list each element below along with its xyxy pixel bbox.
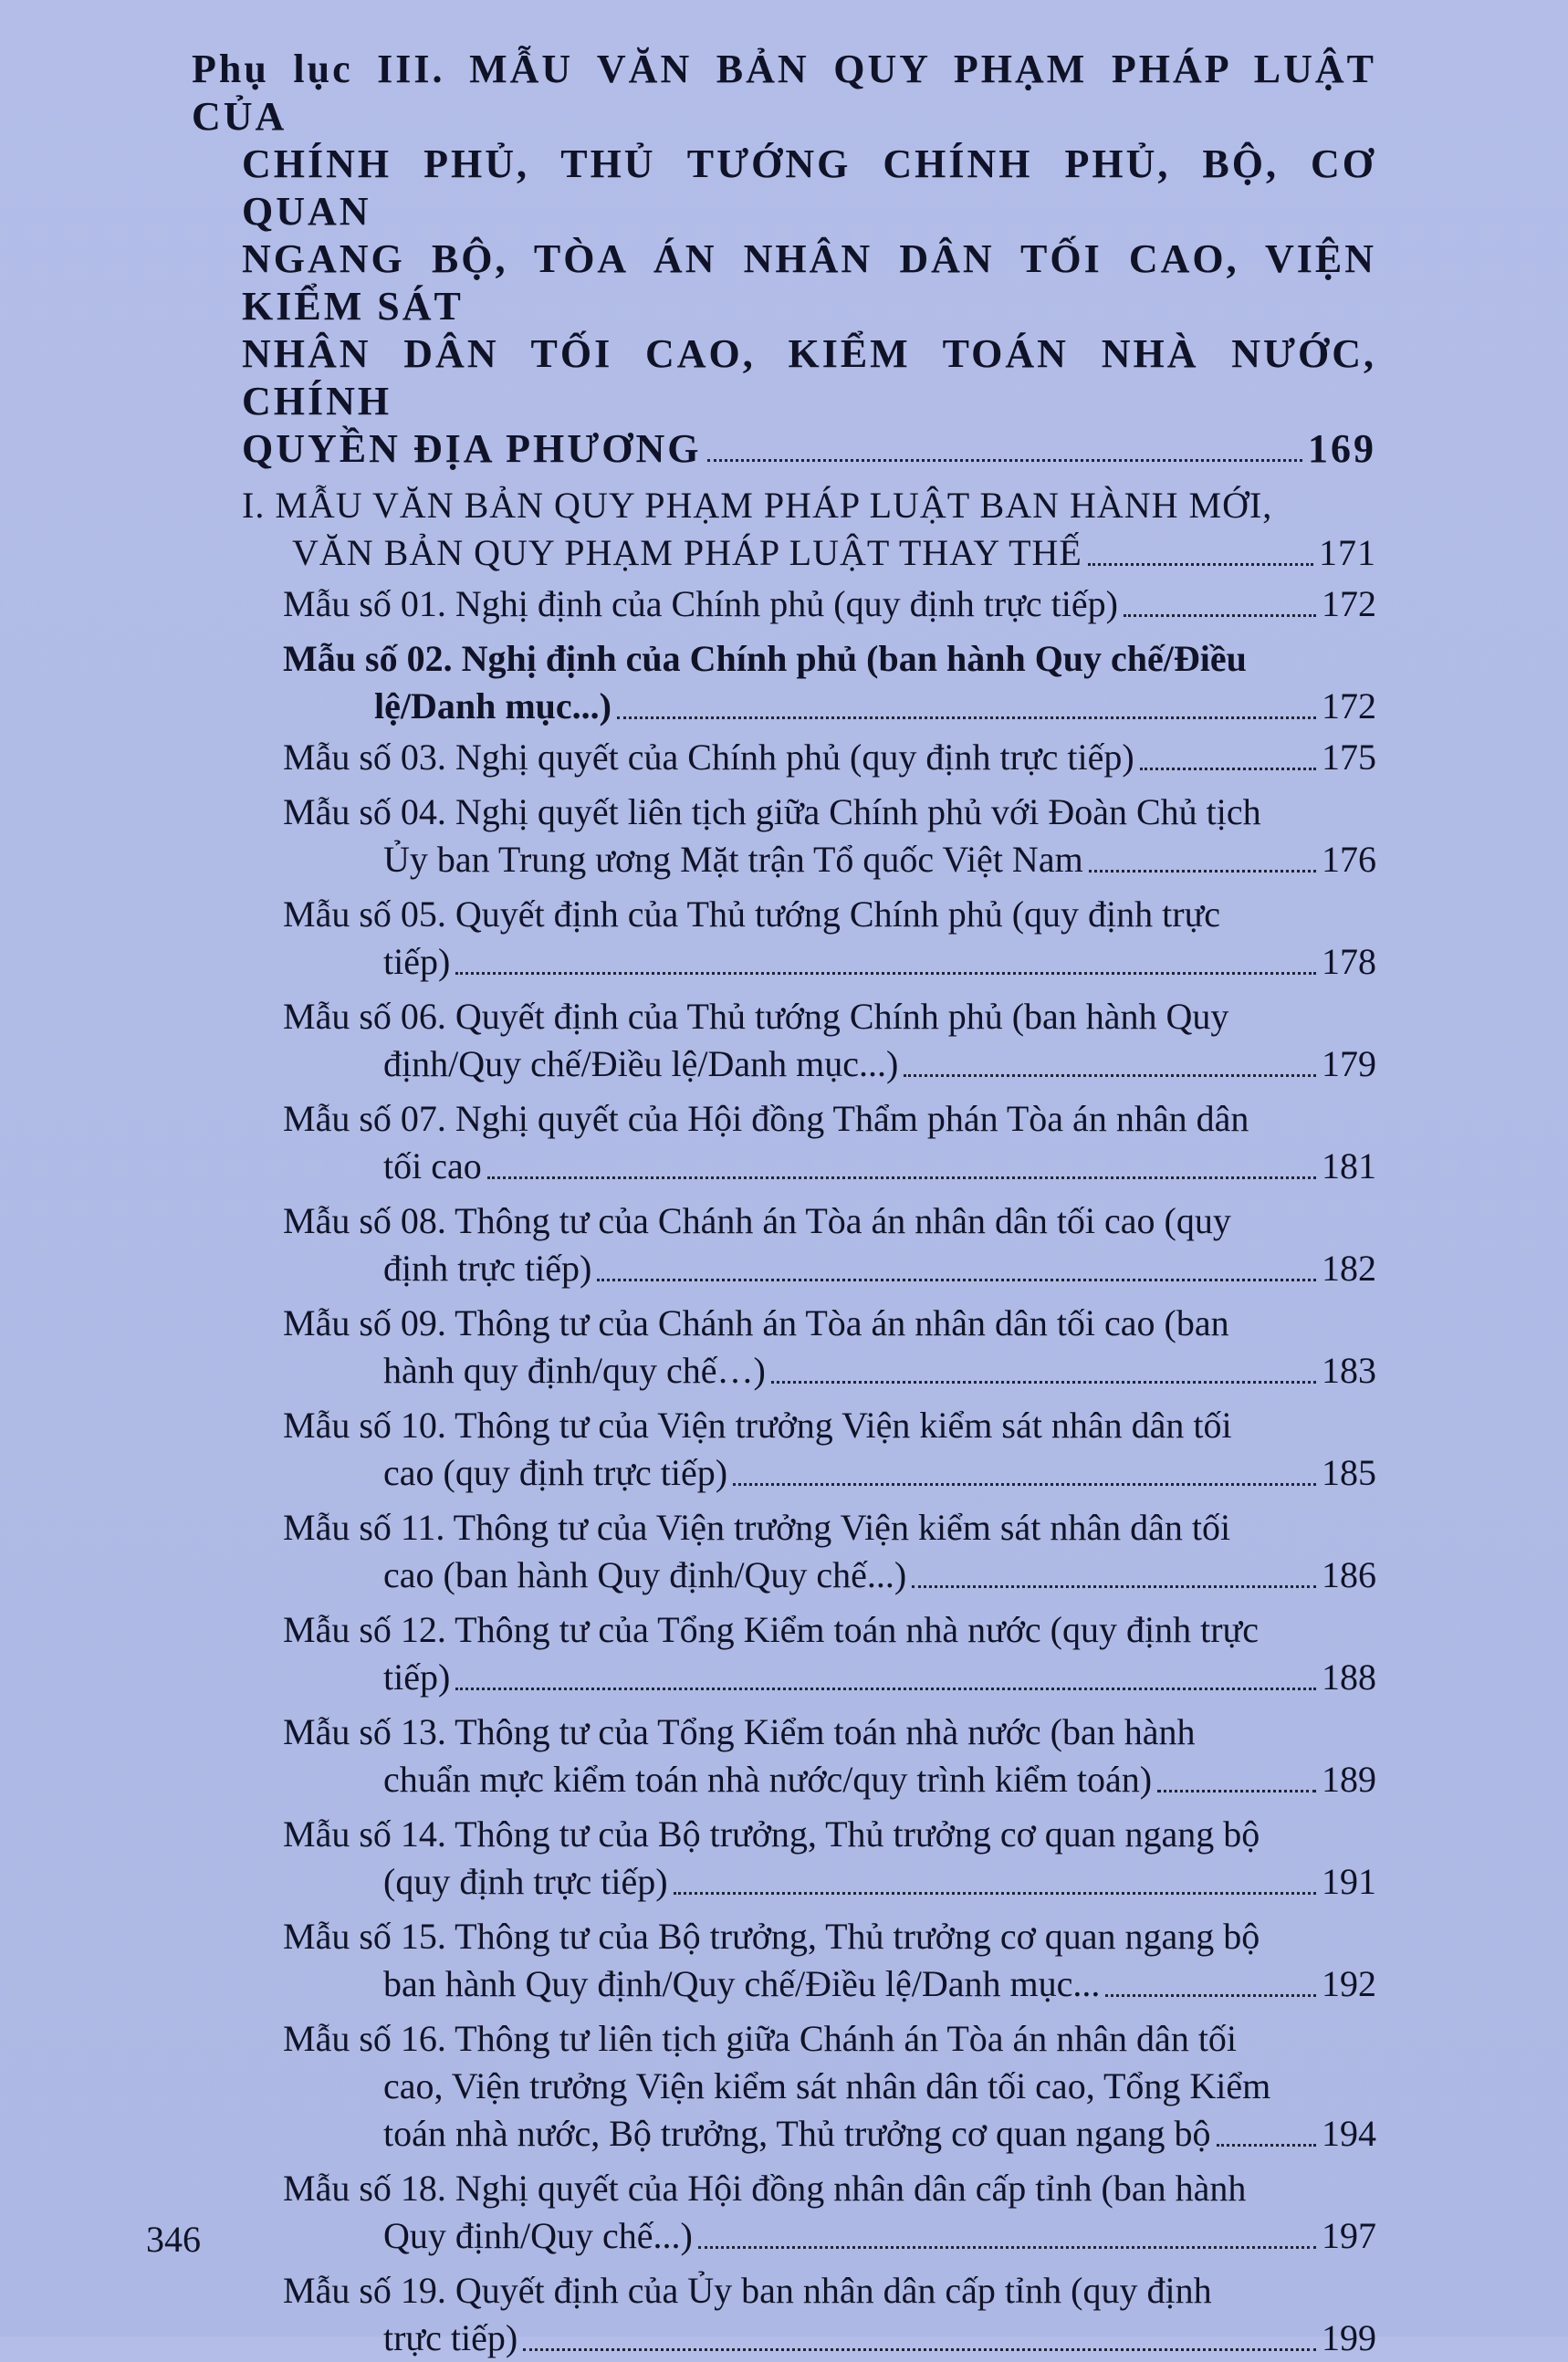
- dot-leader: [487, 1176, 1316, 1179]
- dot-leader: [1217, 2144, 1316, 2147]
- toc-entry-text: Mẫu số 07. Nghị quyết của Hội đồng Thẩm phán Tòa án nhân dân: [283, 1098, 1249, 1139]
- toc-entry-continuation: cao (quy định trực tiếp): [383, 1452, 728, 1493]
- toc-entry-page: 194: [1322, 2113, 1376, 2154]
- toc-entry-text: Mẫu số 08. Thông tư của Chánh án Tòa án nhân dân tối cao (quy: [283, 1200, 1231, 1241]
- appendix-heading-line: NHÂN DÂN TỐI CAO, KIỂM TOÁN NHÀ NƯỚC, CHÍNH: [242, 331, 1376, 423]
- toc-entry-11: [192, 1504, 1376, 1599]
- toc-entry-page: 172: [1322, 583, 1376, 624]
- toc-entry-18: [192, 2165, 1376, 2260]
- toc-entry-text: Mẫu số 13. Thông tư của Tổng Kiểm toán nhà nước (ban hành: [283, 1711, 1196, 1752]
- appendix-heading-line: NGANG BỘ, TÒA ÁN NHÂN DÂN TỐI CAO, VIỆN KIỂM SÁT: [242, 236, 1376, 329]
- toc-entry-text: Mẫu số 14. Thông tư của Bộ trưởng, Thủ trưởng cơ quan ngang bộ: [283, 1813, 1260, 1855]
- dot-leader: [597, 1279, 1316, 1281]
- toc-entry-text: Mẫu số 16. Thông tư liên tịch giữa Chánh án Tòa án nhân dân tối: [283, 2018, 1238, 2059]
- toc-entry-text: Mẫu số 12. Thông tư của Tổng Kiểm toán nhà nước (quy định trực: [283, 1609, 1259, 1650]
- toc-entry-continuation: (quy định trực tiếp): [383, 1861, 668, 1902]
- toc-entry-page: 176: [1322, 839, 1376, 880]
- dot-leader: [523, 2348, 1316, 2351]
- toc-entry-text: Mẫu số 03. Nghị quyết của Chính phủ (quy định trực tiếp): [283, 737, 1134, 778]
- dot-leader: [1088, 563, 1313, 566]
- toc-entry-page: 179: [1322, 1043, 1376, 1084]
- toc-entry-12: [192, 1606, 1376, 1701]
- section-i-page-number: 171: [1319, 532, 1376, 573]
- toc-entry-continuation: Ủy ban Trung ương Mặt trận Tổ quốc Việt Nam: [383, 839, 1083, 880]
- toc-entry-13: [192, 1709, 1376, 1803]
- toc-entry-continuation: cao (ban hành Quy định/Quy chế...): [383, 1554, 907, 1595]
- dot-leader: [912, 1585, 1316, 1588]
- dot-leader: [674, 1892, 1316, 1895]
- toc-entry-continuation: toán nhà nước, Bộ trưởng, Thủ trưởng cơ quan ngang bộ: [383, 2113, 1211, 2154]
- toc-entry-continuation: cao, Viện trưởng Viện kiểm sát nhân dân tối cao, Tổng Kiểm: [383, 2065, 1271, 2106]
- toc-entry-01: [192, 580, 1376, 628]
- dot-leader: [707, 459, 1303, 462]
- toc-entry-page: 191: [1322, 1861, 1376, 1902]
- toc-entry-continuation: tiếp): [383, 941, 451, 982]
- toc-entry-continuation: chuẩn mực kiểm toán nhà nước/quy trình kiểm toán): [383, 1759, 1153, 1800]
- toc-entry-16: [192, 2015, 1376, 2158]
- appendix-heading-line: Phụ lục III. MẪU VĂN BẢN QUY PHẠM PHÁP LUẬT CỦA: [192, 47, 1376, 139]
- toc-entry-03: [192, 734, 1376, 781]
- toc-entry-page: 178: [1322, 941, 1376, 982]
- dot-leader: [1105, 1994, 1316, 1997]
- toc-entry-continuation: định/Quy chế/Điều lệ/Danh mục...): [383, 1043, 899, 1084]
- dot-leader: [904, 1074, 1316, 1077]
- toc-entry-page: 183: [1322, 1350, 1376, 1391]
- toc-entry-text: Mẫu số 10. Thông tư của Viện trưởng Viện kiểm sát nhân dân tối: [283, 1405, 1232, 1446]
- toc-entry-08: [192, 1197, 1376, 1292]
- toc-entry-05: [192, 891, 1376, 986]
- appendix-heading-last-line: [192, 425, 1376, 473]
- toc-entry-text: Mẫu số 15. Thông tư của Bộ trưởng, Thủ trưởng cơ quan ngang bộ: [283, 1916, 1260, 1957]
- appendix-page-number: 169: [1308, 426, 1376, 471]
- section-i-line1: I. MẪU VĂN BẢN QUY PHẠM PHÁP LUẬT BAN HÀNH MỚI,: [242, 485, 1273, 526]
- toc-entry-text: Mẫu số 09. Thông tư của Chánh án Tòa án nhân dân tối cao (ban: [283, 1302, 1229, 1343]
- toc-entry-text: Mẫu số 06. Quyết định của Thủ tướng Chính phủ (ban hành Quy: [283, 996, 1229, 1037]
- page-number: 346: [146, 2219, 201, 2260]
- toc-entry-text: Mẫu số 02. Nghị định của Chính phủ (ban hành Quy chế/Điều: [283, 638, 1247, 679]
- toc-entry-continuation: định trực tiếp): [383, 1248, 592, 1289]
- toc-entry-page: 182: [1322, 1248, 1376, 1289]
- section-i-line2: VĂN BẢN QUY PHẠM PHÁP LUẬT THAY THẾ: [292, 532, 1082, 573]
- toc-entry-page: 186: [1322, 1554, 1376, 1595]
- dot-leader: [455, 1688, 1316, 1690]
- toc-entry-continuation: hành quy định/quy chế…): [383, 1350, 766, 1391]
- toc-entry-page: 197: [1322, 2215, 1376, 2256]
- dot-leader: [733, 1483, 1316, 1486]
- toc-entry-continuation: Quy định/Quy chế...): [383, 2215, 693, 2256]
- toc-entry-text: Mẫu số 04. Nghị quyết liên tịch giữa Chính phủ với Đoàn Chủ tịch: [283, 791, 1261, 832]
- toc-entry-continuation: ban hành Quy định/Quy chế/Điều lệ/Danh mục...: [383, 1963, 1101, 2004]
- dot-leader: [455, 972, 1316, 975]
- toc-entry-continuation: trực tiếp): [383, 2317, 518, 2358]
- section-i-entry: [192, 482, 1376, 577]
- dot-leader: [771, 1381, 1316, 1384]
- toc-entry-page: 172: [1322, 685, 1376, 726]
- toc-entry-text: Mẫu số 05. Quyết định của Thủ tướng Chính phủ (quy định trực: [283, 894, 1221, 935]
- toc-entry-19: [192, 2267, 1376, 2362]
- toc-entry-10: [192, 1402, 1376, 1497]
- toc-entry-page: 192: [1322, 1963, 1376, 2004]
- toc-entry-02: [192, 635, 1376, 730]
- toc-entry-page: 189: [1322, 1759, 1376, 1800]
- toc-entry-14: [192, 1811, 1376, 1906]
- toc-entry-page: 188: [1322, 1657, 1376, 1698]
- toc-entry-text: Mẫu số 18. Nghị quyết của Hội đồng nhân dân cấp tỉnh (ban hành: [283, 2168, 1247, 2209]
- toc-entry-page: 199: [1322, 2317, 1376, 2358]
- toc-entry-15: [192, 1913, 1376, 2008]
- dot-leader: [1140, 768, 1316, 770]
- toc-entry-09: [192, 1300, 1376, 1395]
- appendix-heading: [192, 46, 1376, 425]
- toc-entry-continuation: lệ/Danh mục...): [374, 685, 612, 726]
- dot-leader: [698, 2246, 1316, 2249]
- toc-entry-page: 181: [1322, 1145, 1376, 1186]
- toc-entry-text: Mẫu số 19. Quyết định của Ủy ban nhân dân cấp tỉnh (quy định: [283, 2270, 1212, 2311]
- dot-leader: [1124, 614, 1316, 617]
- appendix-heading-line: CHÍNH PHỦ, THỦ TƯỚNG CHÍNH PHỦ, BỘ, CƠ QUAN: [242, 141, 1376, 234]
- toc-entry-text: Mẫu số 01. Nghị định của Chính phủ (quy định trực tiếp): [283, 583, 1118, 624]
- toc-entry-page: 175: [1322, 737, 1376, 778]
- dot-leader: [1157, 1790, 1316, 1792]
- toc-entry-page: 185: [1322, 1452, 1376, 1493]
- toc-entry-06: [192, 993, 1376, 1088]
- toc-entry-continuation: tiếp): [383, 1657, 451, 1698]
- toc-entry-04: [192, 789, 1376, 883]
- toc-entry-07: [192, 1095, 1376, 1190]
- dot-leader: [617, 716, 1316, 719]
- toc-entry-text: Mẫu số 11. Thông tư của Viện trưởng Viện kiểm sát nhân dân tối: [283, 1507, 1231, 1548]
- appendix-heading-last-text: QUYỀN ĐỊA PHƯƠNG: [242, 426, 702, 471]
- dot-leader: [1089, 870, 1316, 873]
- toc-entry-continuation: tối cao: [383, 1145, 482, 1186]
